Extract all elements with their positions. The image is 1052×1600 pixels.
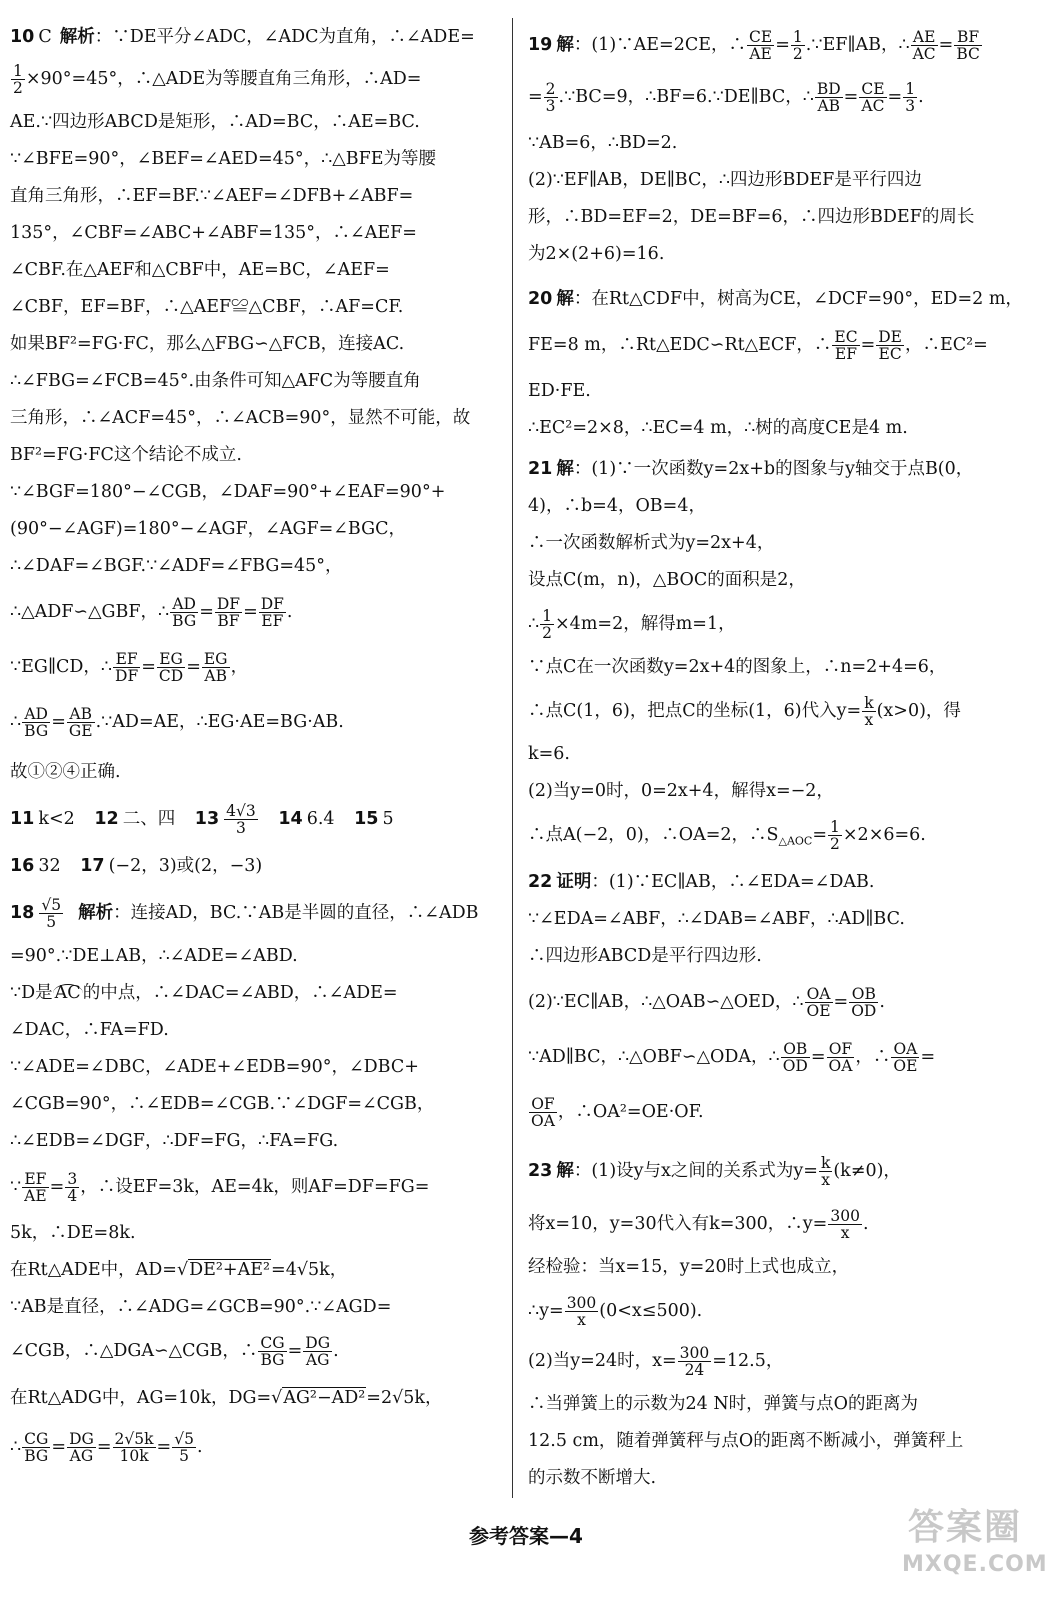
fraction: $\frac{√5}{5}$ (174, 1429, 194, 1465)
q18-line-7: ∴∠EDB=∠DGF，∴DF=FG，∴FA=FG. (10, 1131, 339, 1151)
fraction: $\frac{OF}{OA}$ (531, 1094, 555, 1130)
q10-line-13: ∵∠BGF=180°−∠CGB，∠DAF=90°+∠EAF=90°+ (10, 482, 446, 502)
q19-line-2: = $\frac{2}{3}$ .∵BC=9，∴BF=6.∵DE∥BC，∴ $\frac{BD}{AB}$ = $\frac{CE}{AC}$ = $\frac{1}{3}$ . (528, 79, 924, 115)
fraction: $\frac{k}{x}$ (820, 1153, 831, 1189)
q18-line-11: ∵AB是直径，∴∠ADG=∠GCB=90°.∵∠AGD= (10, 1297, 392, 1317)
q19-line-1: 19 解：(1)∵AE=2CE，∴ $\frac{CE}{AE}$ = $\frac{1}{2}$ .∵EF∥AB，∴ $\frac{AE}{AC}$ = $\frac{BF}{BC}$ (528, 27, 980, 63)
q10-line-3: AE.∵四边形ABCD是矩形，∴AD=BC，∴AE=BC. (10, 112, 420, 132)
q23-line-2: 将x=10，y=30代入有k=300，∴y= $\frac{300}{x}$ . (528, 1206, 869, 1242)
fraction: $\frac{CE}{AE}$ (749, 27, 773, 63)
q18-line-14: ∴ $\frac{CG}{BG}$ = $\frac{DG}{AG}$ = $\frac{2√5k}{10k}$ = $\frac{√5}{5}$ . (10, 1429, 203, 1465)
q21-line-5: ∴ $\frac{1}{2}$ ×4m=2，解得m=1， (528, 606, 736, 642)
fraction: $\frac{DF}{EF}$ (260, 594, 284, 630)
fraction: $\frac{CG}{BG}$ (260, 1333, 285, 1369)
fraction: $\frac{EF}{AE}$ (24, 1169, 47, 1205)
q21-line-2: 4)，∴b=4，OB=4， (528, 496, 706, 516)
q18-line-4: ∠DAC，∴FA=FD. (10, 1020, 169, 1040)
q21-line-10: ∴点A(−2，0)，∴OA=2，$\therefore S_{\triangle AOC}=$ $\frac{1}{2}$ ×2×6=6. (528, 817, 926, 853)
fraction: $\frac{OF}{OA}$ (828, 1039, 853, 1075)
q10-line-17: ∵EG∥CD，∴ $\frac{EF}{DF}$ = $\frac{EG}{CD}$ = $\frac{EG}{AB}$ ， (10, 649, 249, 685)
q19-line-5: 形，∴BD=EF=2，DE=BF=6，∴四边形BDEF的周长 (528, 207, 975, 227)
q18-line-12: ∠CGB，∴△DGA∽△CGB，∴ $\frac{CG}{BG}$ = $\frac{DG}{AG}$ . (10, 1333, 339, 1369)
q18-line-3: ∵D是 AC 的中点，∴∠DAC=∠ABD，∴∠ADE= (10, 983, 398, 1003)
fraction: $\frac{300}{x}$ (566, 1293, 597, 1329)
q18-line-5: ∵∠ADE=∠DBC，∠ADE+∠EDB=90°，∠DBC+ (10, 1057, 419, 1077)
fraction: $\frac{EF}{DF}$ (115, 649, 139, 685)
q19-line-4: (2)∵EF∥AB，DE∥BC，∴四边形BDEF是平行四边 (528, 170, 922, 190)
fraction: $\frac{1}{3}$ (905, 79, 916, 115)
fraction: $\frac{2}{3}$ (545, 79, 556, 115)
fraction: $\frac{AD}{BG}$ (172, 594, 197, 630)
page-footer: 参考答案—4 (469, 1524, 583, 1548)
q10-line-4: ∵∠BFE=90°，∠BEF=∠AED=45°，∴△BFE为等腰 (10, 149, 437, 169)
question-23 (528, 1144, 1028, 1497)
fraction: $\frac{OA}{OE}$ (893, 1039, 918, 1075)
q10-line-12: BF²=FG·FC这个结论不成立. (10, 445, 242, 465)
q19-line-3: ∵AB=6，∴BD=2. (528, 133, 678, 153)
q18-line-13: 在Rt△ADG中，AG=10k，DG=√AG²−AD²=2√5k， (10, 1388, 443, 1408)
fraction: $\frac{1}{2}$ (542, 606, 553, 642)
question-22 (528, 864, 1028, 1140)
q18-line-10: 在Rt△ADE中，AD=√DE²+AE²=4√5k， (10, 1260, 348, 1280)
fraction: $\frac{DF}{BF}$ (216, 594, 241, 630)
fraction: $\frac{k}{x}$ (864, 693, 874, 729)
q18-line-9: 5k，∴DE=8k. (10, 1223, 136, 1243)
q10-line-16: ∴△ADF∽△GBF，∴ $\frac{AD}{BG}$ = $\frac{DF}{BF}$ = $\frac{DF}{EF}$ . (10, 594, 293, 630)
fraction: $\frac{4√3}{3}$ (226, 801, 256, 837)
q21-line-3: ∴一次函数解析式为y=2x+4， (528, 533, 775, 553)
watermark-logo: 答案圈 MXQE.COM (902, 1507, 1048, 1577)
fraction: $\frac{EC}{EF}$ (834, 327, 858, 363)
q10-line-5: 直角三角形，∴EF=BF.∵∠AEF=∠DFB+∠ABF= (10, 186, 414, 206)
fraction: $\frac{OB}{OD}$ (782, 1039, 808, 1075)
fraction: $\frac{1}{2}$ (13, 61, 23, 97)
q10-line-10: ∴∠FBG=∠FCB=45°.由条件可知△AFC为等腰直角 (10, 371, 421, 391)
q10-label: 解析 (59, 27, 95, 47)
question-19 (528, 20, 1028, 273)
q21-line-4: 设点C(m，n)，△BOC的面积是2， (528, 570, 806, 590)
fraction: $\frac{OB}{OD}$ (851, 984, 877, 1020)
fraction: $\frac{1}{2}$ (792, 27, 803, 63)
fraction: $\frac{AB}{GE}$ (68, 704, 93, 740)
fraction: $\frac{300}{x}$ (830, 1206, 860, 1242)
fraction: $\frac{CE}{AC}$ (861, 79, 885, 115)
q10-line-1: 10 C 解析：∵DE平分∠ADC，∠ADC为直角，∴∠ADE= (10, 27, 475, 47)
q20-line-4: ∴EC²=2×8，∴EC=4 m，∴树的高度CE是4 m. (528, 418, 908, 438)
fraction: $\frac{2√5k}{10k}$ (114, 1429, 154, 1465)
q22-line-5: ∵AD∥BC，∴△OBF∽△ODA，∴ $\frac{OB}{OD}$ = $\frac{OF}{OA}$ ，∴ $\frac{OA}{OE}$ = (528, 1039, 936, 1075)
q22-line-6: $\frac{OF}{OA}$ ，∴OA²=OE·OF. (531, 1094, 704, 1130)
q18-line-8: ∵ $\frac{EF}{AE}$ = $\frac{3}{4}$ ，∴设EF=3k，AE=4k，则AF=DF=FG= (10, 1169, 430, 1205)
q10-line-15: ∴∠DAF=∠BGF.∵∠ADF=∠FBG=45°， (10, 556, 343, 576)
q10-line-8: ∠CBF，EF=BF，∴△AEF≌△CBF，∴AF=CF. (10, 297, 404, 317)
question-20 (528, 281, 1028, 447)
q18-line-2: =90°.∵DE⊥AB，∴∠ADE=∠ABD. (10, 946, 298, 966)
q10-line-6: 135°，∠CBF=∠ABC+∠ABF=135°，∴∠AEF= (10, 223, 417, 243)
answers-11-15: 11 k<2 12 二、四 13 $\frac{4√3}{3}$ 14 6.4 15 5 (10, 801, 394, 837)
answers-16-17: 16 32 17 (−2，3)或(2，−3) (10, 856, 263, 876)
q10-answer: C (38, 27, 52, 47)
q22-line-4: (2)∵EC∥AB，∴△OAB∽△OED，∴ $\frac{OA}{OE}$ = $\frac{OB}{OD}$ . (528, 984, 885, 1020)
q10-line-14: (90°−∠AGF)=180°−∠AGF，∠AGF=∠BGC， (10, 519, 406, 539)
fraction: $\frac{OA}{OE}$ (806, 984, 831, 1020)
fraction: $\frac{EG}{AB}$ (203, 649, 228, 685)
left-column (10, 20, 502, 1475)
fraction: $\frac{300}{24}$ (679, 1343, 710, 1379)
fraction: $\frac{DE}{EC}$ (878, 327, 902, 363)
q18-line-6: ∠CGB=90°，∴∠EDB=∠CGB.∵∠DGF=∠CGB， (10, 1094, 435, 1114)
q20-line-2: FE=8 m，∴Rt△EDC∽Rt△ECF，∴ $\frac{EC}{EF}$ = $\frac{DE}{EC}$ ，∴EC²= (528, 327, 988, 363)
fraction: $\frac{CG}{BG}$ (24, 1429, 49, 1465)
q23-line-1: 23 解：(1)设y与x之间的关系式为y= $\frac{k}{x}$ (k≠0)， (528, 1153, 901, 1189)
q10-line-19: 故①②④正确. (10, 762, 121, 782)
q22-line-3: ∴四边形ABCD是平行四边形. (528, 946, 762, 966)
q10-line-7: ∠CBF.在△AEF和△CBF中，AE=BC，∠AEF= (10, 260, 390, 280)
q23-line-8: 的示数不断增大. (528, 1468, 657, 1488)
q23-line-7: 12.5 cm，随着弹簧秤与点O的距离不断减小，弹簧秤上 (528, 1431, 964, 1451)
q22-line-1: 22 证明：(1)∵EC∥AB，∴∠EDA=∠DAB. (528, 872, 875, 892)
q10-line-9: 如果BF²=FG·FC，那么△FBG∽△FCB，连接AC. (10, 334, 405, 354)
question-21 (528, 451, 1028, 860)
fraction: $\frac{DG}{AG}$ (69, 1429, 94, 1465)
question-10 (10, 20, 502, 794)
q19-line-6: 为2×(2+6)=16. (528, 244, 665, 264)
q18-line-1: 18 $\frac{√5}{5}$ 解析：连接AD，BC.∵AB是半圆的直径，∴∠ADB (10, 895, 479, 931)
fraction: $\frac{BF}{BC}$ (956, 27, 980, 63)
q21-line-8: k=6. (528, 744, 570, 764)
right-column (528, 20, 1028, 1497)
q23-line-5: (2)当y=24时，x= $\frac{300}{24}$ =12.5， (528, 1343, 784, 1379)
fraction: $\frac{BD}{AB}$ (816, 79, 841, 115)
q23-line-4: ∴y= $\frac{300}{x}$ (0<x≤500). (528, 1293, 703, 1329)
q21-line-6: ∵点C在一次函数y=2x+4的图象上，∴n=2+4=6， (528, 657, 947, 677)
q20-line-3: ED·FE. (528, 381, 591, 401)
fraction: $\frac{EG}{CD}$ (158, 649, 184, 685)
fraction: $\frac{DG}{AG}$ (305, 1333, 331, 1369)
fraction: $\frac{1}{2}$ (830, 817, 840, 853)
q21-line-9: (2)当y=0时，0=2x+4，解得x=−2， (528, 781, 834, 801)
q10-line-11: 三角形，∴∠ACF=45°，∴∠ACB=90°，显然不可能，故 (10, 408, 471, 428)
q21-line-1: 21 解：(1)∵一次函数y=2x+b的图象与y轴交于点B(0， (528, 459, 974, 479)
question-18 (10, 888, 502, 1475)
q23-line-6: ∴当弹簧上的示数为24 N时，弹簧与点O的距离为 (528, 1394, 918, 1414)
q22-line-2: ∵∠EDA=∠ABF，∴∠DAB=∠ABF，∴AD∥BC. (528, 909, 905, 929)
arc-ac: AC (54, 983, 81, 1003)
q20-line-1: 20 解：在Rt△CDF中，树高为CE，∠DCF=90°，ED=2 m， (528, 289, 1023, 309)
q10-line-18: ∴ $\frac{AD}{BG}$ = $\frac{AB}{GE}$ .∵AD=AE，∴EG·AE=BG·AB. (10, 704, 344, 740)
q23-line-3: 经检验：当x=15，y=20时上式也成立， (528, 1257, 850, 1277)
fraction: $\frac{3}{4}$ (67, 1169, 78, 1205)
column-divider (512, 18, 513, 1498)
q10-line-2: $\frac{1}{2}$ ×90°=45°，∴△ADE为等腰直角三角形，∴AD= (13, 61, 422, 97)
fraction: $\frac{AE}{AC}$ (912, 27, 936, 63)
q21-line-7: ∴点C(1，6)，把点C的坐标(1，6)代入y= $\frac{k}{x}$ (x>0)，得 (528, 693, 961, 729)
fraction: $\frac{AD}{BG}$ (24, 704, 49, 740)
q18-answer: $\frac{√5}{5}$ (41, 895, 62, 931)
